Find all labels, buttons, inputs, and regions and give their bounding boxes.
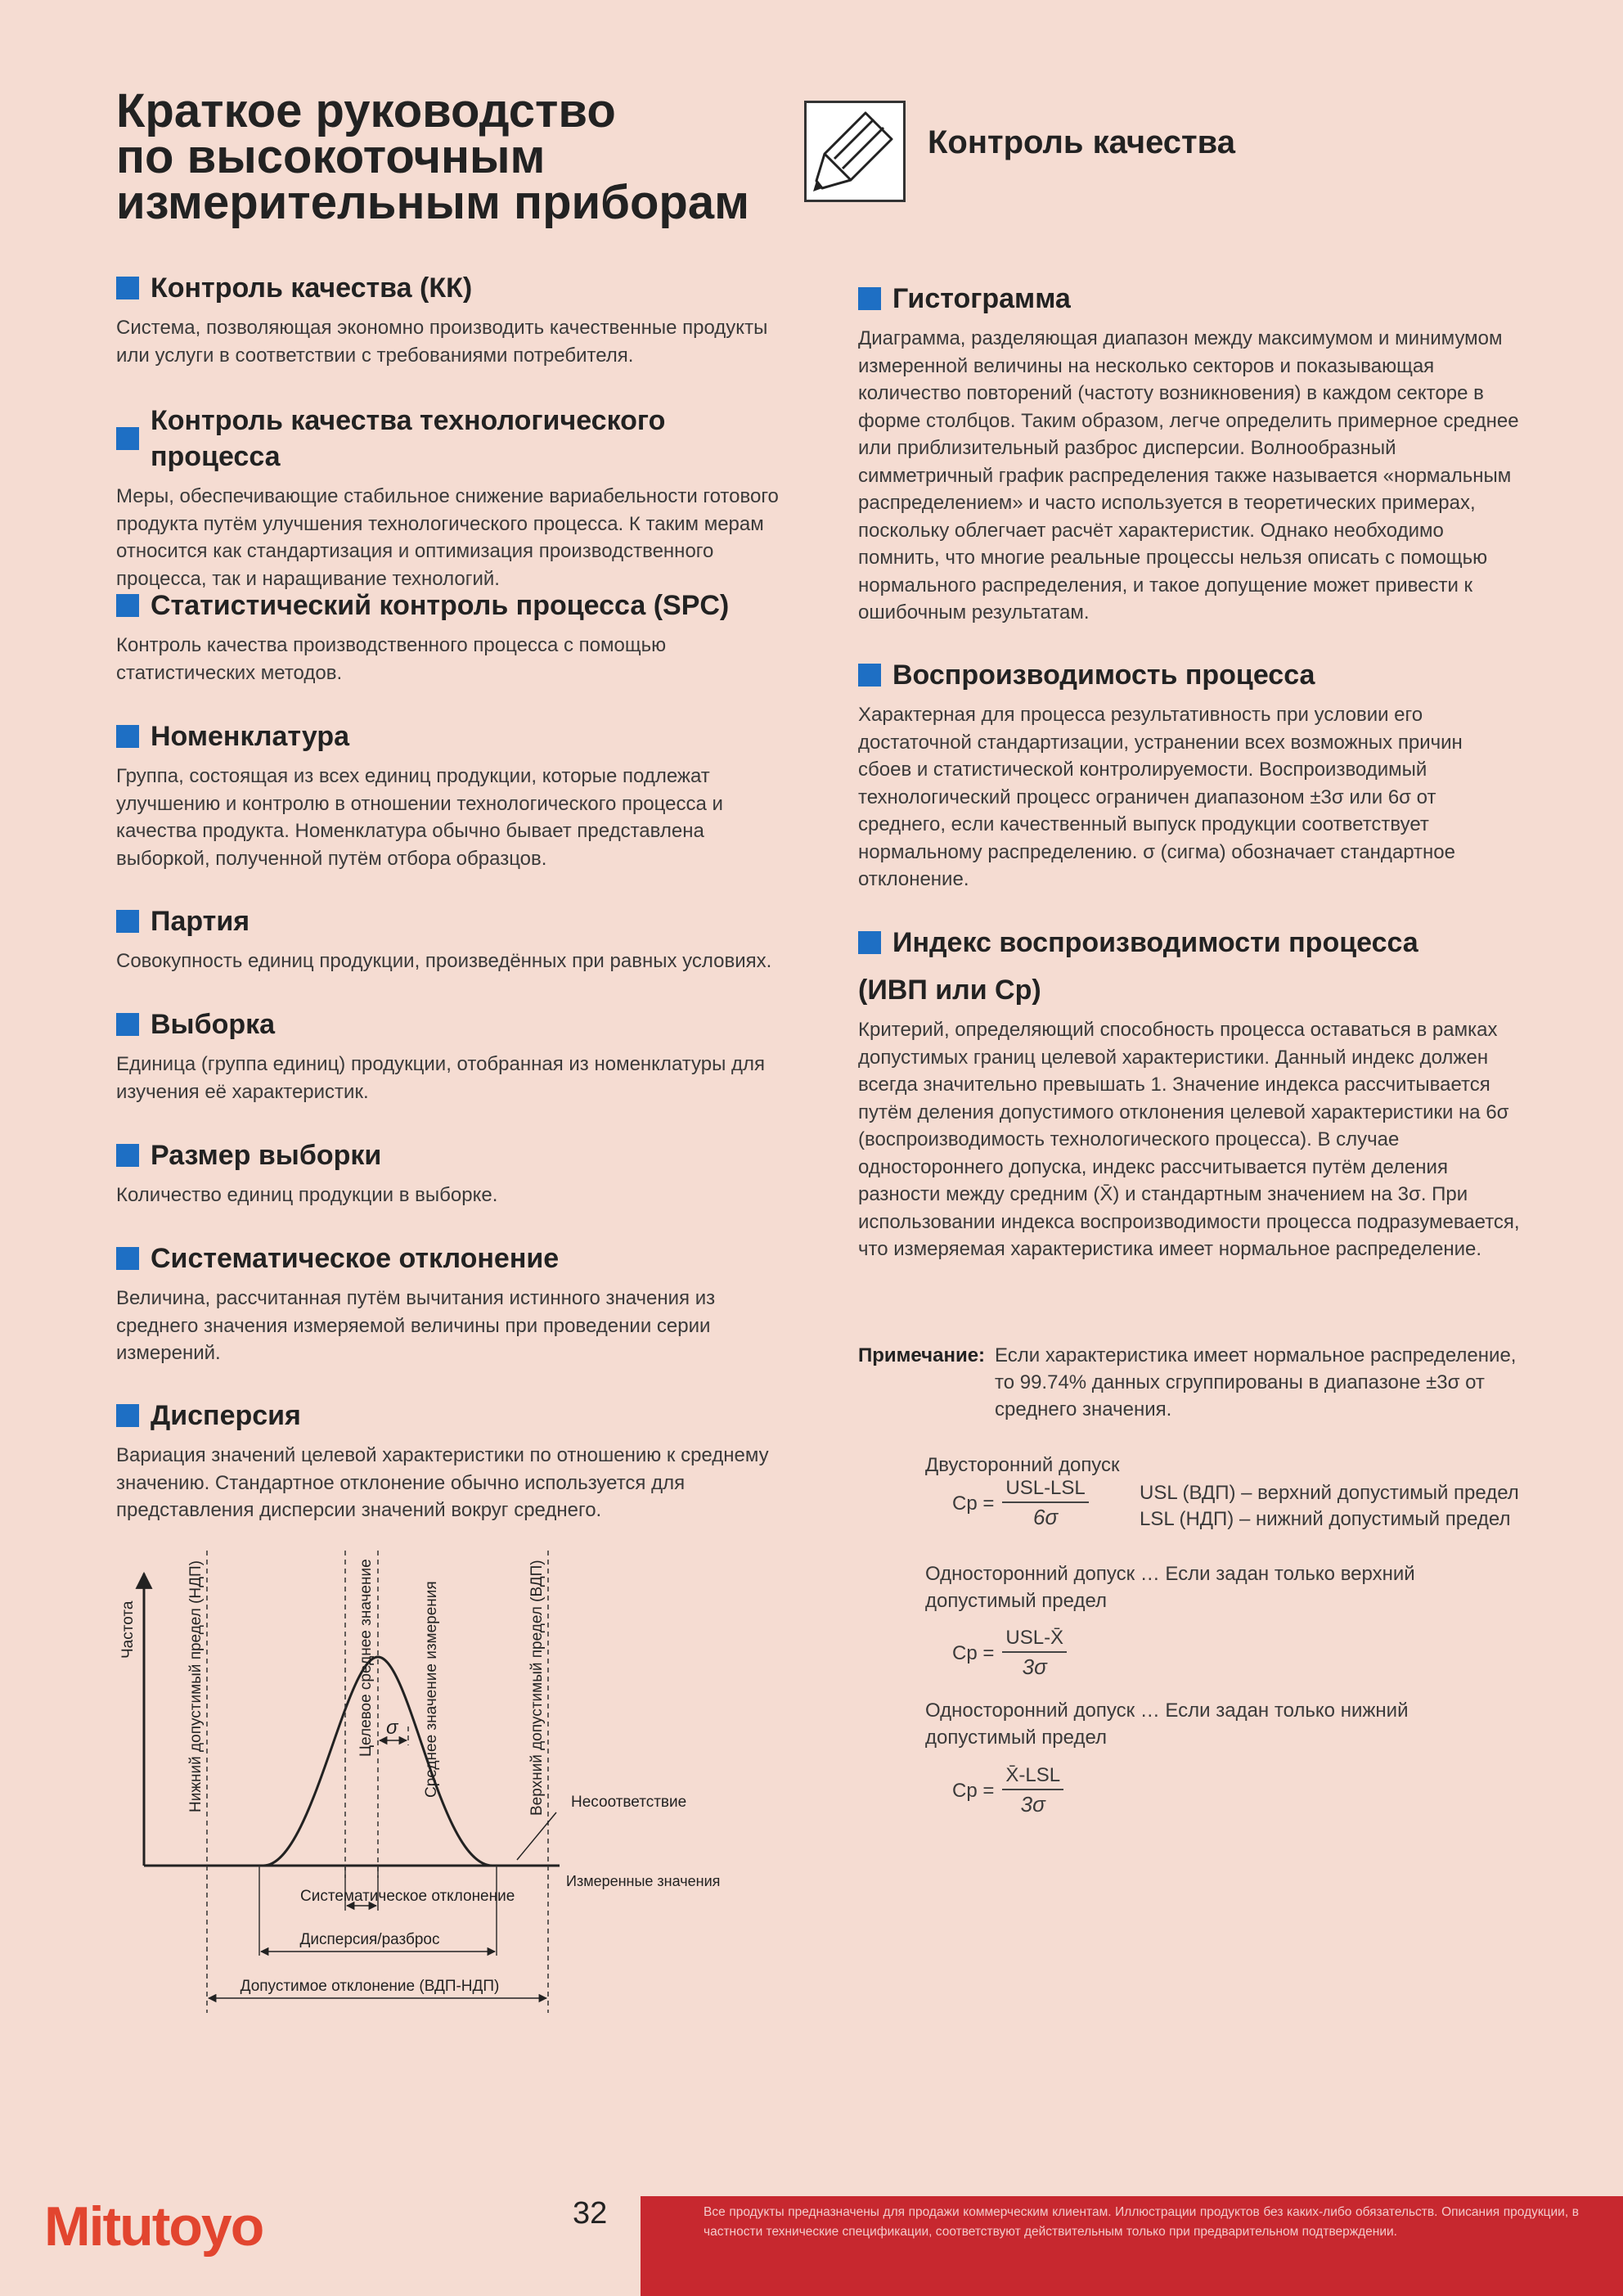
- section-text: Количество единиц продукции в выборке.: [116, 1184, 498, 1206]
- section-process-capability: [858, 657, 1521, 894]
- section-heading: Дисперсия: [116, 1398, 779, 1434]
- title-line: Краткое руководство: [116, 84, 616, 137]
- bullet-square-icon: [116, 1404, 139, 1427]
- y-axis-label: Частота: [119, 1600, 137, 1659]
- footer-disclaimer: Все продукты предназначены для продажи коммерческим клиентам. Иллюстрации продуктов без каких-либо обязательств. Описания продукции, в частности технические спецификации, соответствуют действительным только при предварительном подтверждении.: [704, 2205, 1579, 2239]
- two-sided-formula: Cp = $\frac{\text{USL-LSL}}{6\sigma}$: [952, 1477, 1089, 1530]
- bullet-square-icon: [858, 664, 881, 687]
- fraction: $\frac{\text{USL-LSL}}{6\sigma}$: [1002, 1477, 1088, 1530]
- section-text: Вариация значений целевой характеристики по отношению к среднему значению. Стандартное отклонение обычно используется для представления дисперсии значений вокруг среднего.: [116, 1444, 769, 1521]
- section-heading: Гистограмма: [858, 281, 1521, 317]
- upper-only-formula: Cp = $\frac{\text{USL-X̄}}{3\sigma}$: [952, 1627, 1067, 1680]
- section-text: Характерная для процесса результативность при условии его достаточной стандартизации, устранении всех возможных причин сбоев и статистической контролируемости. Воспроизводимый технологический процесс ограничен диапазоном ±3σ или 6σ от среднего, если качественный выпуск продукции соответствует нормальному распределению. σ (сигма) обозначает стандартное отклонение.: [858, 704, 1463, 890]
- note-label: Примечание:: [858, 1344, 986, 1366]
- section-sample-size: [116, 1137, 779, 1209]
- section-heading-continued: (ИВП или Cp): [858, 975, 1041, 1006]
- title-line: по высокоточным: [116, 130, 546, 183]
- bullet-square-icon: [116, 427, 139, 450]
- section-spc: [116, 588, 779, 687]
- bullet-square-icon: [116, 594, 139, 617]
- section-systematic-deviation: [116, 1240, 779, 1367]
- section-heading: Индекс воспроизводимости процесса: [858, 925, 1521, 961]
- bullet-square-icon: [116, 277, 139, 299]
- brand-logo: [43, 2195, 296, 2257]
- section-heading: Партия: [116, 903, 779, 939]
- section-text: Совокупность единиц продукции, произведённых при равных условиях.: [116, 950, 772, 972]
- tolerance-label: Допустимое отклонение (ВДП-НДП): [240, 1978, 500, 1995]
- lower-only-formula: Cp = $\frac{\text{X̄-LSL}}{3\sigma}$: [952, 1764, 1063, 1817]
- note-text: Если характеристика имеет нормальное распределение, то 99.74% данных сгруппированы в диапазоне ±3σ от среднего значения.: [995, 1344, 1517, 1420]
- svg-text:Mitutoyo: Mitutoyo: [44, 2195, 263, 2257]
- nonconformity-leader: [517, 1812, 556, 1860]
- usl-definition: USL (ВДП) – верхний допустимый предел: [1140, 1482, 1519, 1504]
- pencil-icon: [804, 101, 906, 202]
- title-line: измерительным приборам: [116, 176, 749, 229]
- lower-only-label: Односторонний допуск … Если задан только нижний допустимый предел: [925, 1699, 1409, 1749]
- bullet-square-icon: [116, 910, 139, 933]
- section-heading: Выборка: [116, 1006, 779, 1042]
- section-heading: Систематическое отклонение: [116, 1240, 779, 1276]
- x-axis-label: Измеренные значения: [566, 1873, 721, 1889]
- dispersion-label: Дисперсия/разброс: [299, 1931, 440, 1948]
- section-batch: [116, 903, 779, 975]
- bullet-square-icon: [116, 1144, 139, 1167]
- lower-limit-label: Нижний допустимый предел (НДП): [187, 1560, 205, 1812]
- note-block: [858, 1342, 1529, 1423]
- section-nomenclature: [116, 718, 779, 872]
- section-heading: Контроль качества технологического процесса: [116, 403, 779, 475]
- section-text: Критерий, определяющий способность процесса оставаться в рамках допустимых границ целевой характеристики. Данный индекс должен всегда значительно превышать 1. Значение индекса рассчитывается путём деления допустимого отклонения целевой характеристики на 6σ (воспроизводимость технологического процесса). В случае одностороннего допуска, индекс рассчитывается путём деления разности между средним (X̄) и стандартным значением на 3σ. При использовании индекса воспроизводимости процесса подразумевается, что измеряемая характеристика имеет нормальное распределение.: [858, 1019, 1520, 1260]
- bullet-square-icon: [858, 931, 881, 954]
- page-number: 32: [573, 2196, 608, 2231]
- section-text: Величина, рассчитанная путём вычитания истинного значения из среднего значения измеряемой величины при проведении серии измерений.: [116, 1287, 716, 1364]
- section-heading: Статистический контроль процесса (SPC): [116, 588, 779, 624]
- upper-only-label: Односторонний допуск … Если задан только верхний допустимый предел: [925, 1563, 1415, 1612]
- sigma-label: σ: [386, 1717, 398, 1739]
- section-capability-index: [858, 925, 1521, 1263]
- section-text: Меры, обеспечивающие стабильное снижение вариабельности готового продукта путём улучшения технологического процесса. К таким мерам относится как стандартизация и оптимизация производственного процесса, так и наращивание технологий.: [116, 485, 779, 590]
- section-dispersion: [116, 1398, 779, 1524]
- section-heading: Размер выборки: [116, 1137, 779, 1173]
- systematic-deviation-label: Систематическое отклонение: [300, 1888, 515, 1905]
- section-process-quality-control: [116, 403, 779, 592]
- nonconformity-label: Несоответствие: [571, 1794, 687, 1811]
- fraction: $\frac{\text{X̄-LSL}}{3\sigma}$: [1002, 1764, 1063, 1817]
- measured-mean-label: Среднее значение измерения: [423, 1581, 440, 1798]
- section-text: Диаграмма, разделяющая диапазон между максимумом и минимумом измеренной величины на несколько секторов и показывающая количество повторений (частоту возникновения) в каждом секторе в форме столбцов. Таким образом, легче определить примерное среднее или приблизительный разброс дисперсии. Волнообразный симметричный график распределения также называется «нормальным распределением» и часто используется в теоретических примерах, поскольку облегчает расчёт характеристик. Однако необходимо помнить, что многие реальные процессы нельзя описать с помощью нормального распределения, и такое допущение может привести к ошибочным результатам.: [858, 327, 1519, 624]
- section-sample: [116, 1006, 779, 1105]
- normal-distribution-diagram: [116, 1542, 722, 2017]
- two-sided-label: Двусторонний допуск: [925, 1454, 1120, 1476]
- target-mean-label: Целевое среднее значение: [357, 1559, 375, 1757]
- section-text: Система, позволяющая экономно производить качественные продукты или услуги в соответствии с требованиями потребителя.: [116, 317, 768, 367]
- section-histogram: [858, 281, 1521, 627]
- section-text: Контроль качества производственного процесса с помощью статистических методов.: [116, 634, 667, 684]
- section-heading: Номенклатура: [116, 718, 779, 754]
- page-title: [116, 84, 803, 229]
- fraction: $\frac{\text{USL-X̄}}{3\sigma}$: [1002, 1627, 1067, 1680]
- bullet-square-icon: [116, 1247, 139, 1270]
- section-header-label: Контроль качества: [928, 124, 1235, 160]
- section-text: Группа, состоящая из всех единиц продукции, которые подлежат улучшению и контролю в отношении технологического процесса и качества продукта. Номенклатура обычно бывает представлена выборкой, полученной путём отбора образцов.: [116, 765, 723, 870]
- lsl-definition: LSL (НДП) – нижний допустимый предел: [1140, 1508, 1511, 1530]
- section-quality-control: [116, 270, 779, 369]
- upper-limit-label: Верхний допустимый предел (ВДП): [528, 1560, 546, 1816]
- bullet-square-icon: [858, 287, 881, 310]
- bullet-square-icon: [116, 1013, 139, 1036]
- section-text: Единица (группа единиц) продукции, отобранная из номенклатуры для изучения её характеристик.: [116, 1053, 766, 1103]
- section-heading: Воспроизводимость процесса: [858, 657, 1521, 693]
- section-heading: Контроль качества (КК): [116, 270, 779, 306]
- bullet-square-icon: [116, 725, 139, 748]
